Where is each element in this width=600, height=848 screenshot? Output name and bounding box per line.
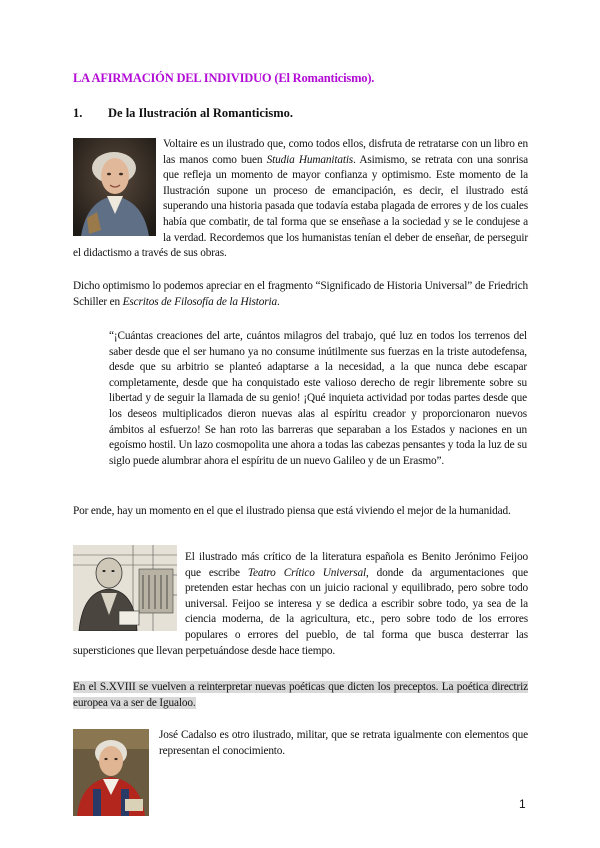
voltaire-paragraph-wrapped: Voltaire es un ilustrado que, como todos ellos, disfruta de retratarse con un libro en las manos como buen Studia Humanitatis. Asimismo, se retrata con una sonrisa que refleja un momento de mayor confianza y optimismo. Este momento de la Ilustración supone un proceso de emancipación, es decir, el ilustrado está superando una historia pasada que todavía estaba plagada de errores y de los cuales había que combatir, de tal forma que se enseñase a la sociedad y se le condujese a la verdad. Recordemos que los humanistas tenían el deber de enseñar, de perseguir el didactismo a través de sus obras.	[73, 138, 529, 260]
conclusion-paragraph: Por ende, hay un momento en el que el ilustrado piensa que está viviendo el mejor de la humanidad.	[73, 505, 511, 517]
document-title: LA AFIRMACIÓN DEL INDIVIDUO (El Romanticismo).	[73, 71, 375, 85]
schiller-quote: “¡Cuántas creaciones del arte, cuántos milagros del trabajo, qué luz en todos los terrenos del saber desde que el ser humano ya no consume inútilmente sus fuerzas en la triste autodefensa, desde que su arbitrio se planteó adaptarse a la necesidad, a la que nunca debe escapar completamente, desde que ha conquistado este valioso derecho de regir libremente sobre su libertad y de seguir la llamada de su genio! ¡Qué inquieta actividad por todas partes desde que los deseos multiplicados dieron nuevas alas al espíritu creador y proporcionaron nuevos ámbitos al esfuerzo! Se han roto las barreras que separaban a los Estados y naciones en un egoísmo hostil. Un lazo cosmopolita une ahora a todas las cabezas pensantes y toda la luz de su siglo puede alumbrar ahora el espíritu de un nuevo Galileo y de un Erasmo”.	[109, 330, 527, 467]
highlighted-paragraph	[73, 680, 528, 711]
highlighted-text: En el S.XVIII se vuelven a reinterpretar nuevas poéticas que dicten los preceptos. La poética directriz europea va a ser de Igualoo.	[73, 681, 528, 709]
book-title-schiller: Escritos de Filosofía de la Historia	[122, 295, 277, 308]
feijoo-paragraph-wrapped: El ilustrado más crítico de la literatura española es Benito Jerónimo Feijoo que escribe Teatro Crítico Universal, donde da argumentaciones que pretenden estar hechas con un juicio racional y equilibrado, pero sobre todo universal. Feijoo se interesa y se dedica a escribir sobre todo, ya sea de la ciencia moderna, de la agricultura, etc., pero sobre todo de los errores populares o errores del pueblo, de tal forma que busca desterrar las supersticiones que llevan perpetuándose desde hace tiempo.	[73, 551, 528, 657]
cadalso-paragraph: José Cadalso es otro ilustrado, militar, que se retrata igualmente con elementos que representan el conocimiento.	[159, 729, 528, 757]
cadalso-portrait	[73, 729, 149, 816]
studia-humanitatis-term: Studia Humanitatis	[266, 153, 354, 166]
section-number: 1.	[73, 106, 83, 120]
section-heading	[73, 106, 533, 121]
page-number: 1	[519, 797, 526, 811]
cadalso-portrait-drawing	[73, 729, 149, 816]
teatro-critico-title: Teatro Crítico Universal	[247, 566, 366, 579]
optimism-paragraph: Dicho optimismo lo podemos apreciar en el fragmento “Significado de Historia Universal” de Friedrich Schiller en Escritos de Filosofía de la Historia.	[73, 280, 528, 308]
section-title: De la Ilustración al Romanticismo.	[108, 106, 294, 120]
